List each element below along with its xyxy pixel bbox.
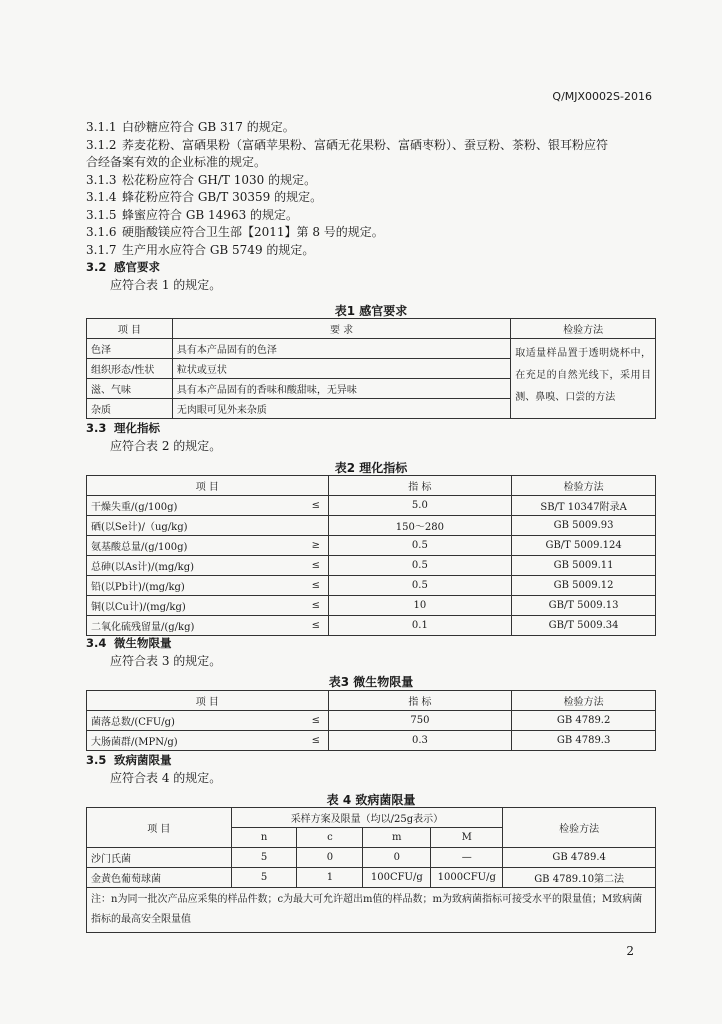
table-cell: 具有本产品固有的色泽 xyxy=(172,339,510,359)
table-cell: 组织形态/性状 xyxy=(87,359,173,379)
table-cell: 0.3 xyxy=(328,731,512,751)
table-cell: 无肉眼可见外来杂质 xyxy=(172,399,510,419)
table-header-cell: n xyxy=(231,828,297,848)
table-cell: 1000CFU/g xyxy=(431,868,503,888)
table1-caption: 表1 感官要求 xyxy=(334,304,408,318)
table-cell: 沙门氏菌 xyxy=(87,848,232,868)
comparison-symbol: ≤ xyxy=(304,496,328,516)
table-header-row xyxy=(87,691,656,711)
table-header-cell: 指 标 xyxy=(328,476,512,496)
table-row xyxy=(87,868,656,888)
table-row xyxy=(87,516,656,536)
table-cell: SB/T 10347附录A xyxy=(512,496,656,516)
table-header-cell: 项 目 xyxy=(87,476,329,496)
section-3-4-heading: 3.4 微生物限量 xyxy=(86,636,172,650)
table-header-cell: 检验方法 xyxy=(512,691,656,711)
table-cell: GB 4789.10第二法 xyxy=(503,868,656,888)
table-cell: 0 xyxy=(363,848,431,868)
clause-3-1-6: 3.1.6 硬脂酸镁应符合卫生部【2011】第 8 号的规定。 xyxy=(86,225,384,239)
table-cell: — xyxy=(431,848,503,868)
comparison-symbol: ≤ xyxy=(304,556,328,576)
table-cell: 0.5 xyxy=(328,556,512,576)
table-header-cell: c xyxy=(297,828,363,848)
table-header-cell: 要 求 xyxy=(172,319,510,339)
table-header-cell: 指 标 xyxy=(328,691,512,711)
table-header-cell: 项 目 xyxy=(87,319,173,339)
clause-3-1-4: 3.1.4 蜂花粉应符合 GB/T 30359 的规定。 xyxy=(86,190,323,204)
table-cell: 750 xyxy=(328,711,512,731)
table-cell: GB 5009.11 xyxy=(512,556,656,576)
section-3-4-text: 应符合表 3 的规定。 xyxy=(110,653,222,668)
table-cell: 总砷(以As计)/(mg/kg) xyxy=(87,556,305,576)
table-cell: 0.5 xyxy=(328,576,512,596)
comparison-symbol: ≥ xyxy=(304,536,328,556)
table-cell: GB/T 5009.124 xyxy=(512,536,656,556)
table-cell: 0 xyxy=(297,848,363,868)
clause-3-1-2-cont: 合经备案有效的企业标准的规定。 xyxy=(86,155,267,169)
table-row xyxy=(87,576,656,596)
table-cell: 150～280 xyxy=(328,516,512,536)
table-cell: 0.5 xyxy=(328,536,512,556)
page-number: 2 xyxy=(626,944,634,958)
clause-3-1-2: 3.1.2 荞麦花粉、富硒果粉（富硒苹果粉、富硒无花果粉、富硒枣粉）、蚕豆粉、茶粉、银耳粉应符 xyxy=(86,137,609,152)
table-cell: GB 4789.3 xyxy=(512,731,656,751)
table-cell: 铜(以Cu计)/(mg/kg) xyxy=(87,596,305,616)
table-cell: 菌落总数/(CFU/g) xyxy=(87,711,305,731)
table2-caption: 表2 理化指标 xyxy=(334,461,408,475)
table-cell: 硒(以Se计)/（ug/kg) xyxy=(87,516,305,536)
comparison-symbol: ≤ xyxy=(304,616,328,636)
table-header-cell: 检验方法 xyxy=(503,808,656,848)
comparison-symbol xyxy=(304,516,328,536)
table-header-cell: 检验方法 xyxy=(512,476,656,496)
clause-list xyxy=(86,119,656,294)
table-cell: 铅(以Pb计)/(mg/kg) xyxy=(87,576,305,596)
table-row xyxy=(87,616,656,636)
table-cell: 5 xyxy=(231,848,297,868)
table-row xyxy=(87,536,656,556)
table-cell: 粒状或豆状 xyxy=(172,359,510,379)
table-cell: 干燥失重/(g/100g) xyxy=(87,496,305,516)
table-cell: GB 5009.12 xyxy=(512,576,656,596)
section-3-5 xyxy=(86,752,656,787)
table-header-row xyxy=(87,808,656,828)
table1-method-cell: 取适量样品置于透明烧杯中，在充足的自然光线下，采用目测、鼻嗅、口尝的方法 xyxy=(511,339,656,419)
comparison-symbol: ≤ xyxy=(304,711,328,731)
table4-pathogens xyxy=(86,807,656,933)
table3-microbial xyxy=(86,690,656,751)
section-3-2-heading: 3.2 感官要求 xyxy=(86,260,160,274)
table-cell: 具有本产品固有的香味和酸甜味，无异味 xyxy=(172,379,510,399)
table-header-row xyxy=(87,319,656,339)
table-cell: 大肠菌群/(MPN/g) xyxy=(87,731,305,751)
clause-3-1-1: 3.1.1 白砂糖应符合 GB 317 的规定。 xyxy=(86,120,295,134)
clause-3-1-7: 3.1.7 生产用水应符合 GB 5749 的规定。 xyxy=(86,242,315,257)
table-cell: 5.0 xyxy=(328,496,512,516)
clause-3-1-5: 3.1.5 蜂蜜应符合 GB 14963 的规定。 xyxy=(86,207,299,222)
table1-sensory xyxy=(86,318,656,419)
clause-3-1-3: 3.1.3 松花粉应符合 GH/T 1030 的规定。 xyxy=(86,172,317,187)
table-header-cell: M xyxy=(431,828,503,848)
table-cell: 1 xyxy=(297,868,363,888)
table-cell: 金黄色葡萄球菌 xyxy=(87,868,232,888)
table-note-row xyxy=(87,888,656,933)
document-number: Q/MJX0002S-2016 xyxy=(552,90,652,103)
section-3-5-text: 应符合表 4 的规定。 xyxy=(110,770,222,785)
section-3-3-heading: 3.3 理化指标 xyxy=(86,421,160,435)
table-cell: GB/T 5009.34 xyxy=(512,616,656,636)
comparison-symbol: ≤ xyxy=(304,596,328,616)
table3-caption: 表3 微生物限量 xyxy=(328,675,414,689)
table4-note: 注：n为同一批次产品应采集的样品件数；c为最大可允许超出m值的样品数；m为致病菌指标可接受水平的限量值；M致病菌指标的最高安全限量值 xyxy=(87,888,656,933)
table-cell: 氨基酸总量/(g/100g) xyxy=(87,536,305,556)
table-row xyxy=(87,731,656,751)
table-header-cell: 项 目 xyxy=(87,808,232,848)
table-row xyxy=(87,711,656,731)
table-cell: GB 4789.4 xyxy=(503,848,656,868)
table-cell: GB/T 5009.13 xyxy=(512,596,656,616)
table-cell: 色泽 xyxy=(87,339,173,359)
comparison-symbol: ≤ xyxy=(304,576,328,596)
section-3-5-heading: 3.5 致病菌限量 xyxy=(86,753,172,767)
section-3-2-text: 应符合表 1 的规定。 xyxy=(110,277,222,292)
comparison-symbol: ≤ xyxy=(304,731,328,751)
table-header-cell: 项 目 xyxy=(87,691,329,711)
section-3-4 xyxy=(86,635,656,670)
table-cell: 0.1 xyxy=(328,616,512,636)
table-header-cell: 检验方法 xyxy=(511,319,656,339)
table4-caption: 表 4 致病菌限量 xyxy=(326,793,416,807)
table-header-cell: 采样方案及限量（均以/25g表示） xyxy=(231,808,503,828)
table-cell: GB 5009.93 xyxy=(512,516,656,536)
table-cell: GB 4789.2 xyxy=(512,711,656,731)
table-row xyxy=(87,556,656,576)
table-row xyxy=(87,848,656,868)
table-header-cell: m xyxy=(363,828,431,848)
section-3-3 xyxy=(86,420,656,455)
table-cell: 100CFU/g xyxy=(363,868,431,888)
table-row xyxy=(87,496,656,516)
table-row xyxy=(87,596,656,616)
table-cell: 二氧化硫残留量/(g/kg) xyxy=(87,616,305,636)
section-3-3-text: 应符合表 2 的规定。 xyxy=(110,438,222,453)
table-header-row xyxy=(87,476,656,496)
table-cell: 5 xyxy=(231,868,297,888)
table-row xyxy=(87,339,656,359)
table2-physicochemical xyxy=(86,475,656,636)
table-cell: 滋、气味 xyxy=(87,379,173,399)
table-cell: 10 xyxy=(328,596,512,616)
table-cell: 杂质 xyxy=(87,399,173,419)
